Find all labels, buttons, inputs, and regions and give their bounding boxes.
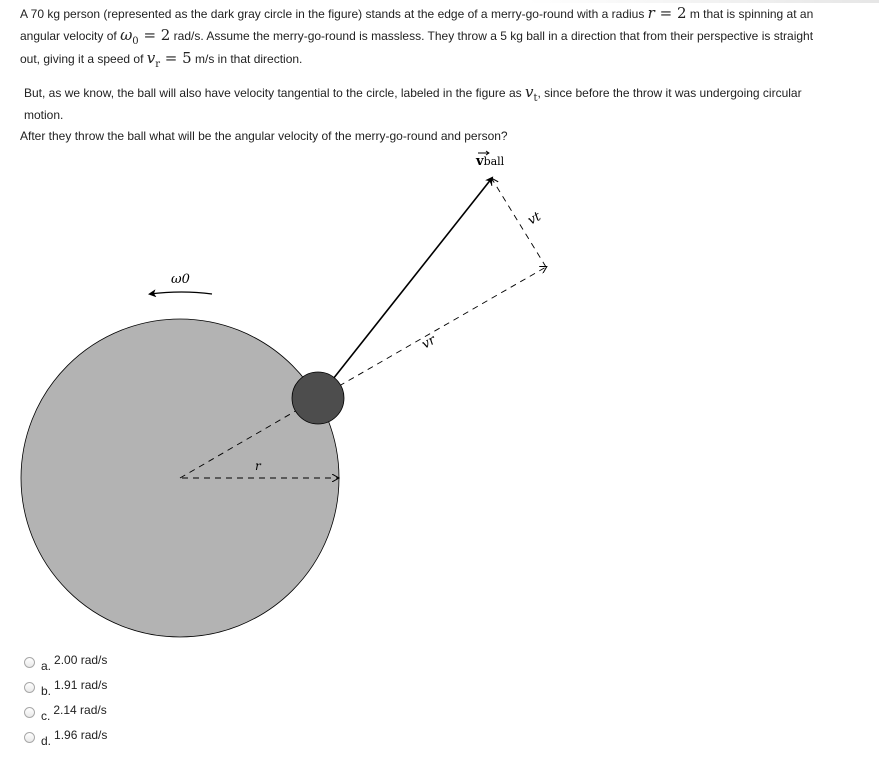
math-v-value: = 5 bbox=[160, 49, 192, 67]
radio-button-c[interactable] bbox=[24, 707, 35, 718]
question-text: m/s in that direction. bbox=[191, 52, 303, 66]
question-text: rad/s. Assume the merry-go-round is massless. They throw a 5 kg ball in a direction that from their perspective is straight out, giving it a speed of bbox=[20, 29, 814, 66]
vr-label: vr bbox=[419, 332, 439, 353]
option-letter: c. bbox=[41, 709, 51, 723]
option-label[interactable]: 1.96 rad/s bbox=[54, 728, 108, 742]
radio-button-d[interactable] bbox=[24, 732, 35, 743]
answer-option-a[interactable] bbox=[24, 652, 164, 672]
vt-label: vt bbox=[525, 209, 544, 229]
question-text: But, as we know, the ball will also have velocity tangential to the circle, labeled in the figure as bbox=[24, 86, 525, 100]
answer-option-d[interactable] bbox=[24, 727, 164, 747]
radio-button-a[interactable] bbox=[24, 657, 35, 668]
math-vt-subscript: t bbox=[533, 93, 538, 104]
math-r-value: = 2 bbox=[654, 4, 687, 22]
omega-label: ω0 bbox=[171, 272, 190, 287]
radio-button-b[interactable] bbox=[24, 682, 35, 693]
vball-label: vball bbox=[476, 154, 505, 169]
option-letter: b. bbox=[41, 684, 52, 698]
person-circle bbox=[292, 372, 344, 424]
vball-arrow bbox=[318, 178, 492, 398]
math-v: v bbox=[146, 49, 156, 67]
math-r: r bbox=[647, 4, 655, 22]
option-label[interactable]: 2.00 rad/s bbox=[54, 653, 108, 667]
vr-arrow bbox=[320, 267, 546, 397]
option-letter: a. bbox=[41, 659, 52, 673]
math-omega: ω bbox=[120, 26, 133, 44]
omega-arrow bbox=[150, 292, 212, 294]
radius-label: r bbox=[255, 459, 261, 473]
question-text: A 70 kg person (represented as the dark gray circle in the figure) stands at the edge of a merry-go-round with a radius bbox=[20, 7, 648, 21]
answer-option-b[interactable] bbox=[24, 677, 164, 697]
math-v-subscript: r bbox=[155, 59, 161, 70]
question-text: m that is spinning at an angular velocity of bbox=[20, 7, 814, 43]
option-label[interactable]: 1.91 rad/s bbox=[54, 678, 108, 692]
question-text: , since before the throw it was undergoing circular motion. bbox=[24, 86, 802, 122]
option-label[interactable]: 2.14 rad/s bbox=[53, 703, 107, 717]
math-omega-value: = 2 bbox=[138, 26, 171, 44]
question-text: After they throw the ball what will be the angular velocity of the merry-go-round and person? bbox=[20, 129, 508, 143]
math-vt: v bbox=[524, 83, 534, 101]
math-omega-subscript: 0 bbox=[132, 36, 139, 47]
option-letter: d. bbox=[41, 734, 52, 748]
answer-option-c[interactable] bbox=[24, 702, 164, 722]
